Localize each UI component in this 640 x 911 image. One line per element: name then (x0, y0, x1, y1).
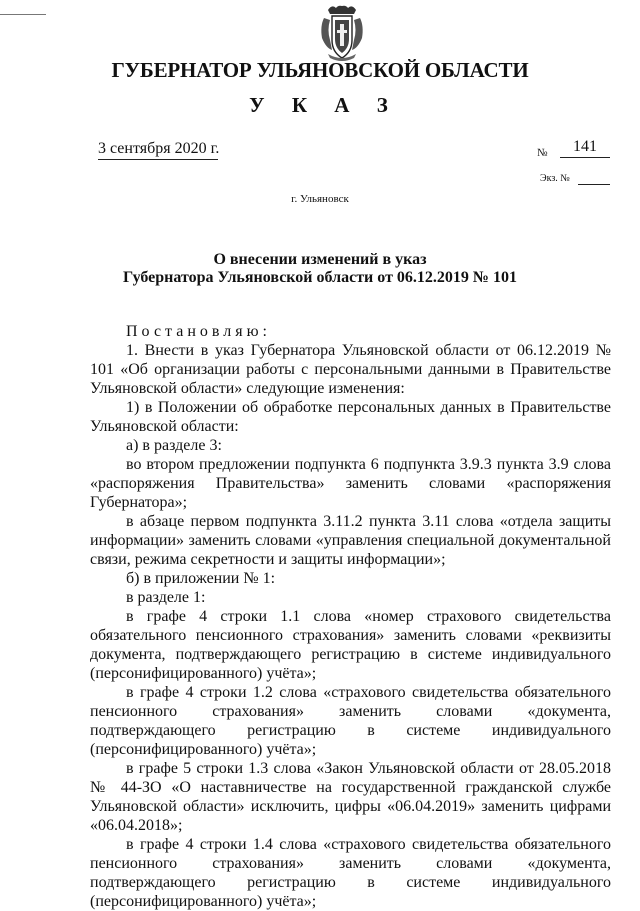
body-paragraph: 1. Внести в указ Губернатора Ульяновской области от 06.12.2019 № 101 «Об организации работы с персональными данными в Правительстве Ульяновской области» следующие изменения: (90, 342, 611, 397)
document-body (90, 322, 611, 911)
page-corner-mark (0, 14, 46, 15)
coat-of-arms-icon (318, 4, 366, 64)
number-label: № (537, 147, 548, 159)
issue-city: г. Ульяновск (291, 193, 349, 205)
subject-line-2: Губернатора Ульяновской области от 06.12.2019 № 101 (123, 269, 517, 286)
document-date: 3 сентября 2020 г. (98, 140, 218, 160)
copy-number-label: Экз. № (540, 173, 570, 184)
body-paragraph: во втором предложении подпункта 6 подпункта 3.9.3 пункта 3.9 слова «распоряжения Правительства» заменить словами «распоряжения Губернатора»; (90, 456, 611, 511)
body-paragraph: в абзаце первом подпункта 3.11.2 пункта 3.11 слова «отдела защиты информации» заменить словами «управления специальной документальной связи, режима секретности и защиты информации»; (90, 513, 611, 568)
document-number: 141 (560, 138, 610, 158)
document-type-title: У К А З (249, 93, 399, 117)
body-paragraph: б) в приложении № 1: (126, 570, 276, 587)
body-paragraph: в графе 4 строки 1.4 слова «страхового свидетельства обязательного пенсионного страхования» заменить словами «документа, подтверждающего регистрацию в системе индивидуального (персонифицированного) учёта»; (90, 836, 611, 910)
body-paragraph: в разделе 1: (126, 589, 206, 606)
body-paragraph: а) в разделе 3: (126, 437, 222, 454)
subject-line-1: О внесении изменений в указ (213, 251, 427, 268)
issuing-authority-title: ГУБЕРНАТОР УЛЬЯНОВСКОЙ ОБЛАСТИ (111, 58, 529, 82)
body-paragraph: в графе 4 строки 1.1 слова «номер страхового свидетельства обязательного пенсионного страхования» заменить словами «реквизиты документа, подтверждающего регистрацию в системе индивидуального (персонифицированного) учёта»; (90, 608, 611, 682)
coat-of-arms-emblem (318, 4, 366, 64)
body-paragraph: в графе 4 строки 1.2 слова «страхового свидетельства обязательного пенсионного страхования» заменить словами «документа, подтверждающего регистрацию в системе индивидуального (персонифицированного) учёта»; (90, 684, 611, 758)
decree-opening: Постановляю: (126, 323, 271, 340)
body-paragraph: 1) в Положении об обработке персональных данных в Правительстве Ульяновской области: (90, 399, 611, 435)
copy-number-blank (578, 184, 610, 185)
body-paragraph: в графе 5 строки 1.3 слова «Закон Ульяновской области от 28.05.2018 № 44-ЗО «О наставничестве на государственной гражданской службе Ульяновской области» исключить, цифры «06.04.2019» заменить цифрами «06.04.2018»; (90, 760, 611, 834)
